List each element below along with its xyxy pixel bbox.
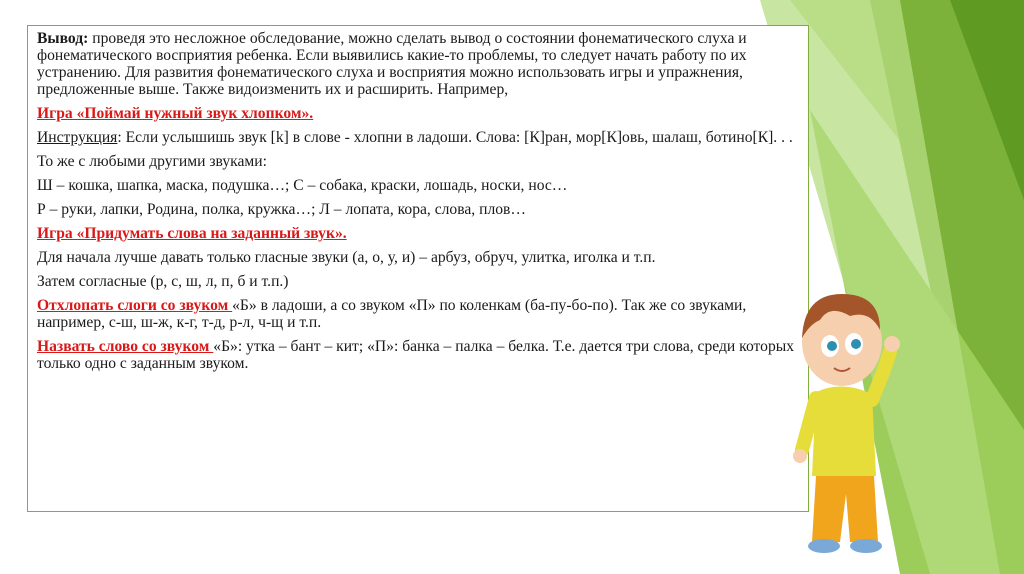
instruction-text: : Если услышишь звук [k] в слове - хлопни в ладоши. Слова: [К]ран, мор[К]овь, шалаш, ботино[К]. . .	[117, 129, 793, 146]
name-text: «Б»: утка – бант – кит; «П»: банка – палка – белка. Т.е. дается три слова, среди которых только одно с заданным звуком.	[37, 338, 795, 372]
boy-illustration	[780, 280, 900, 562]
sounds-line-1: Ш – кошка, шапка, маска, подушка…; С – собака, краски, лошадь, носки, нос…	[37, 177, 568, 194]
name-title: Назвать слово со звуком	[37, 338, 214, 355]
vowels-text: Для начала лучше давать только гласные звуки (а, о, у, и) – арбуз, обруч, улитка, иголка и т.п.	[37, 249, 656, 266]
name-paragraph	[37, 338, 798, 372]
clap-title: Отхлопать слоги со звуком	[37, 297, 233, 314]
conclusion-label: Вывод:	[37, 30, 89, 47]
clap-paragraph	[37, 297, 798, 331]
instruction-label: Инструкция	[37, 129, 118, 146]
instruction-paragraph	[37, 129, 798, 146]
sounds-line-2: Р – руки, лапки, Родина, полка, кружка…; Л – лопата, кора, слова, плов…	[37, 201, 526, 218]
clap-text: «Б» в ладоши, а со звуком «П» по коленкам (ба-пу-бо-по). Так же со звуками, например, с-ш, ш-ж, к-г, т-д, р-л, ч-щ и т.п.	[37, 297, 747, 331]
text-box	[27, 25, 809, 512]
consonants-text: Затем согласные (р, с, ш, л, п, б и т.п.)	[37, 273, 289, 290]
conclusion-paragraph	[37, 30, 798, 98]
game2-title: Игра «Придумать слова на заданный звук».	[37, 225, 347, 242]
game1-title: Игра «Поймай нужный звук хлопком».	[37, 105, 314, 122]
same-sounds-text: То же с любыми другими звуками:	[37, 153, 267, 170]
conclusion-text: проведя это несложное обследование, можно сделать вывод о состоянии фонематического слуха и фонематического восприятия ребенка. Если выявились какие-то проблемы, то следует начать работу по их устранению. Для развития фонематического слуха и восприятия можно использовать игры и упражнения, предложенные выше. Также видоизменить их и расширить. Например,	[37, 30, 747, 98]
